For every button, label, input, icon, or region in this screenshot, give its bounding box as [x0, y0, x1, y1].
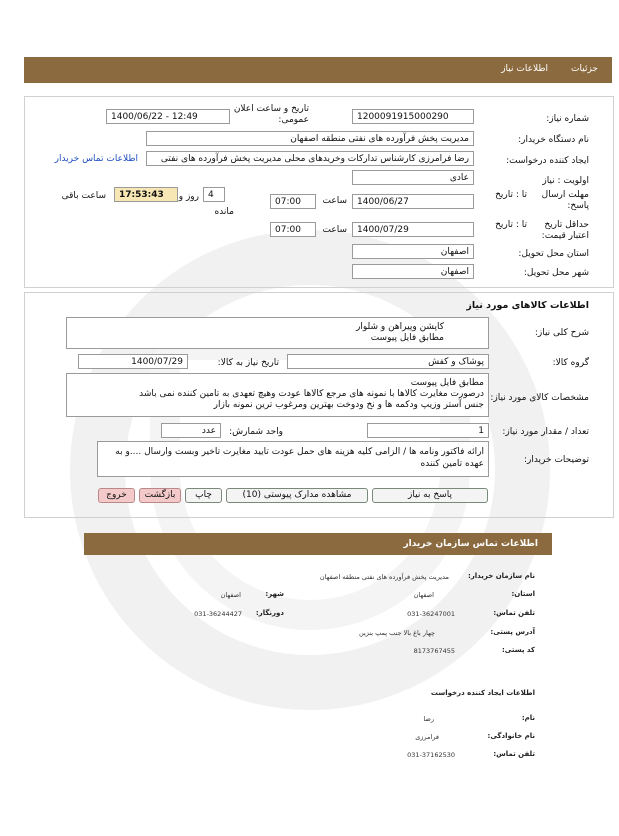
requester-family-value: فرامرزی: [415, 733, 439, 741]
summary-label: شرح کلی نیاز:: [534, 328, 589, 338]
qty-field: 1: [367, 423, 489, 438]
requester-name-value: رضا: [423, 715, 434, 723]
need-number-field: 1200091915000290: [352, 109, 474, 124]
remaining-time-field: 17:53:43: [114, 187, 178, 202]
validity-time-field: 07:00: [270, 222, 316, 237]
goods-section-title: اطلاعات کالاهای مورد نیاز: [466, 300, 589, 311]
priority-label: اولویت : نیاز: [542, 176, 589, 186]
address-label: آدرس پستی:: [490, 628, 535, 636]
buyer-field: مدیریت پخش فرآورده های نفتی منطقه اصفهان: [146, 131, 474, 146]
summary-line-1: کاپشن وپیراهن و شلوار: [356, 322, 444, 332]
spec-label: مشخصات کالای مورد نیاز:: [490, 393, 589, 403]
spec-line-1: مطابق فایل پیوست: [410, 378, 484, 388]
validity-to-date-label: تا : تاریخ: [495, 220, 527, 230]
fax-label: دورنگار:: [255, 609, 284, 617]
contact-phone-label: تلفن تماس:: [493, 609, 535, 617]
need-info-tab[interactable]: اطلاعات نیاز: [501, 64, 548, 74]
postal-value: 8173767455: [413, 647, 455, 655]
contact-section-title: اطلاعات تماس سازمان خریدار: [403, 539, 538, 549]
unit-label: واحد شمارش:: [229, 427, 283, 437]
announce-label: تاریخ و ساعت اعلان عمومی:: [233, 104, 309, 125]
deadline-to-date-label: تا : تاریخ: [495, 190, 527, 200]
attachments-button[interactable]: مشاهده مدارک پیوستی (10): [226, 488, 368, 503]
announce-field: 1400/06/22 - 12:49: [106, 109, 230, 124]
remaining-label-1: ساعت باقی: [61, 191, 106, 201]
unit-field: عدد: [161, 423, 221, 438]
group-label: گروه کالا:: [552, 358, 589, 368]
deadline-time-field: 07:00: [270, 194, 316, 209]
province-field: اصفهان: [352, 244, 474, 259]
need-date-field: 1400/07/29: [78, 354, 188, 369]
deadline-label: مهلت ارسال پاسخ:: [541, 190, 589, 211]
remaining-label-2: مانده: [214, 207, 234, 217]
validity-time-label: ساعت: [322, 225, 347, 235]
deadline-date-field: 1400/06/27: [352, 194, 474, 209]
spec-field: [66, 373, 489, 417]
need-date-label: تاریخ نیاز به کالا:: [217, 358, 279, 368]
requester-section-title: اطلاعات ایجاد کننده درخواست: [430, 689, 535, 697]
min-validity-label: حداقل تاریخ اعتبار قیمت:: [541, 220, 589, 241]
priority-field: عادی: [352, 170, 474, 185]
back-button[interactable]: بازگشت: [139, 488, 181, 503]
org-value: مدیریت پخش فرآورده های نفتی منطقه اصفهان: [319, 573, 449, 581]
buyer-notes-label: توضیحات خریدار:: [523, 455, 589, 465]
requester-family-label: نام خانوادگی:: [487, 732, 535, 740]
contact-province-label: استان:: [511, 590, 535, 598]
reply-button[interactable]: پاسخ به نیاز: [372, 488, 488, 503]
city-label: شهر محل تحویل:: [523, 268, 589, 278]
address-value: چهار باغ بالا جنب پمپ بنزین: [358, 629, 435, 637]
creator-field: رضا فرامرزی کارشناس تدارکات وخریدهای محلی مدیریت پخش فرآورده های نفتی: [146, 151, 474, 166]
contact-city-label: شهر:: [265, 590, 284, 598]
requester-phone-label: تلفن تماس:: [493, 750, 535, 758]
spec-line-3: جنس آستر وزیپ ودکمه ها و نخ ودوخت بهترین ومرغوب ترین نمونه بازار: [213, 400, 484, 410]
province-label: استان محل تحویل:: [518, 249, 589, 259]
validity-date-field: 1400/07/29: [352, 222, 474, 237]
spec-line-2: درصورت مغایرت کالاها با نمونه های مرجع کالاها عودت وهیچ تعهدی به تامین کننده نمی باشد: [139, 389, 484, 399]
qty-label: تعداد / مقدار مورد نیاز:: [502, 427, 589, 437]
contact-phone-value: 031-36247001: [407, 610, 455, 618]
group-field: پوشاک و کفش: [287, 354, 489, 369]
print-button[interactable]: چاپ: [185, 488, 222, 503]
city-field: اصفهان: [352, 264, 474, 279]
contact-section-header: [84, 533, 552, 555]
buyer-notes-field: ارائه فاکتور ونامه ها / الزامی کلیه هزینه های حمل عودت تایید مغایرت تاخیر وبست وارسال ....و به عهده تامین کننده: [97, 441, 489, 477]
deadline-time-label: ساعت: [322, 196, 347, 206]
fax-value: 031-36244427: [194, 610, 242, 618]
org-label: نام سازمان خریدار:: [467, 572, 535, 580]
top-nav-bar: [24, 57, 612, 83]
contact-city-value: اصفهان: [220, 591, 241, 599]
summary-field: [66, 317, 489, 349]
contact-province-value: اصفهان: [413, 591, 434, 599]
summary-line-2: مطابق فایل پیوست: [370, 333, 444, 343]
creator-label: ایجاد کننده درخواست:: [506, 156, 589, 166]
requester-name-label: نام:: [521, 714, 535, 722]
buyer-contact-link[interactable]: اطلاعات تماس خریدار: [54, 154, 138, 164]
need-number-label: شماره نیاز:: [546, 114, 589, 124]
requester-phone-value: 031-37162530: [407, 751, 455, 759]
exit-button[interactable]: خروج: [98, 488, 135, 503]
buyer-label: نام دستگاه خریدار:: [518, 135, 589, 145]
days-field: 4: [203, 187, 225, 202]
days-label: روز و: [178, 192, 199, 202]
postal-label: کد پستی:: [501, 646, 535, 654]
details-tab[interactable]: جزئیات: [571, 64, 598, 74]
